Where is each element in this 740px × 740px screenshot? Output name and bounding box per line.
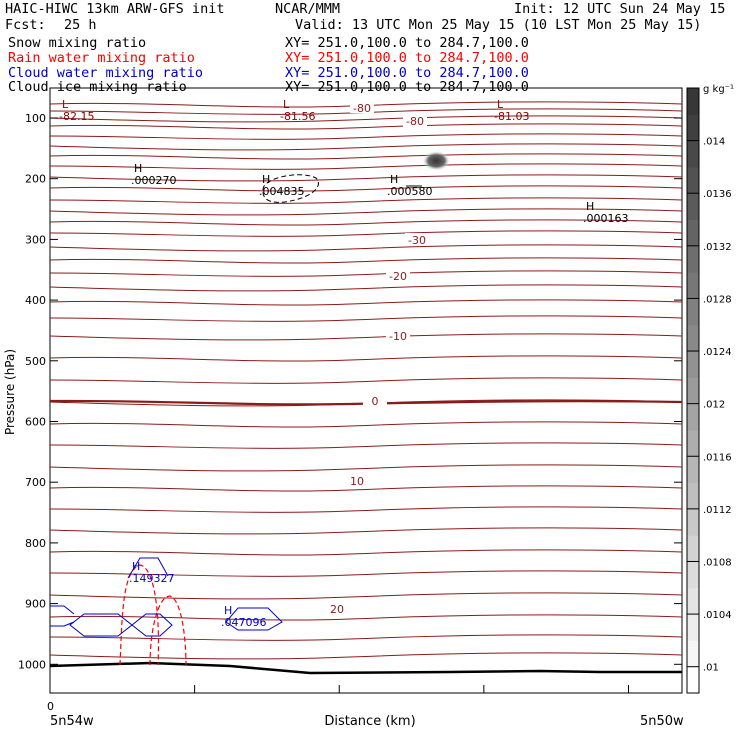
- colorbar-tick-label: .0112: [703, 504, 732, 516]
- colorbar-cell: [687, 272, 699, 299]
- y-tick-label: 100: [25, 112, 46, 125]
- temperature-contour-line: [50, 334, 682, 340]
- y-tick-label: 400: [25, 294, 46, 308]
- temperature-contour-line: [50, 144, 682, 150]
- temperature-contour-line: [50, 593, 682, 599]
- extremum-letter: L: [283, 98, 290, 111]
- temperature-contour-line: [50, 443, 682, 449]
- field-cloudwater-name: Cloud water mixing ratio: [8, 65, 204, 81]
- org-label: NCAR/MMM: [275, 1, 341, 17]
- temperature-contour-line: [50, 486, 682, 491]
- field-cloudwater-xy: XY= 251.0,100.0 to 284.7,100.0: [285, 65, 529, 81]
- colorbar-tick-label: .0104: [703, 610, 732, 622]
- contour-label: 20: [330, 603, 344, 616]
- extremum-value: .000580: [387, 185, 433, 198]
- y-axis-label: Pressure (hPa): [3, 348, 17, 436]
- temperature-contour-line: [50, 231, 682, 237]
- x-tick-zero: 0: [47, 700, 54, 713]
- temperature-contour-line: [50, 422, 682, 427]
- colorbar-cell: [687, 535, 699, 562]
- extremum-value: .047096: [221, 616, 267, 629]
- y-tick-label: 500: [25, 354, 46, 368]
- temperature-contour-line: [50, 134, 682, 140]
- colorbar-cell: [687, 561, 699, 588]
- temperature-contour-line: [50, 465, 682, 471]
- colorbar-tick-label: .0116: [703, 452, 732, 464]
- colorbar-cell: [687, 167, 699, 194]
- colorbar-cell: [687, 298, 699, 325]
- colorbar-tick-label: .0124: [703, 347, 732, 359]
- colorbar-tick-label: .0108: [703, 557, 732, 569]
- colorbar-tick-label: .0136: [703, 189, 732, 201]
- temperature-contour-line: [50, 285, 682, 291]
- temperature-contour-line: [50, 124, 682, 129]
- temperature-contour-line: [50, 356, 682, 361]
- colorbar-cell: [687, 88, 699, 115]
- cloud-water-contour: [50, 606, 74, 626]
- temperature-contour-line: [50, 316, 682, 322]
- colorbar-cell: [687, 456, 699, 483]
- field-snow-name: Snow mixing ratio: [8, 35, 147, 51]
- colorbar-unit: g kg⁻¹: [703, 84, 734, 95]
- y-tick-label: 1000: [18, 658, 46, 672]
- extremum-letter: H: [134, 162, 143, 175]
- temperature-contour-line: [50, 116, 682, 122]
- colorbar-cell: [687, 377, 699, 404]
- colorbar-cell: [687, 667, 699, 694]
- temperature-contour-line: [50, 507, 682, 513]
- extremum-value: -82.15: [59, 110, 95, 123]
- colorbar-tick-label: .012: [703, 399, 726, 411]
- temperature-contour-line: [50, 164, 682, 170]
- contour-label: -30: [408, 234, 426, 247]
- x-axis-label: Distance (km): [324, 714, 416, 729]
- extremum-letter: H: [586, 200, 595, 213]
- extremum-letter: L: [497, 98, 504, 111]
- colorbar-cell: [687, 351, 699, 378]
- field-cloudice-name: Cloud ice mixing ratio: [8, 79, 187, 95]
- extremum-value: .000163: [583, 212, 629, 225]
- contour-label: -10: [389, 330, 407, 343]
- colorbar-cell: [687, 640, 699, 667]
- snow-maximum-shading: [422, 151, 450, 171]
- contour-label: 0: [371, 395, 379, 408]
- colorbar-cell: [687, 141, 699, 168]
- x-start-label: 5n54w: [50, 714, 94, 729]
- extremum-letter: H: [224, 604, 233, 617]
- colorbar-cell: [687, 588, 699, 615]
- colorbar-cell: [687, 220, 699, 247]
- colorbar-cell: [687, 509, 699, 536]
- colorbar-tick-label: .0132: [703, 241, 732, 253]
- valid-time: Valid: 13 UTC Mon 25 May 15 (10 LST Mon 25 May 15): [295, 17, 702, 33]
- cloud-water-contour: [70, 614, 132, 636]
- rain-contour: [150, 596, 186, 665]
- y-tick-label: 200: [25, 172, 46, 186]
- temperature-contour-line: [50, 300, 682, 305]
- field-rain-name: Rain water mixing ratio: [8, 50, 195, 66]
- field-cloudice-xy: XY= 251.0,100.0 to 284.7,100.0: [285, 79, 529, 95]
- temperature-contour-line: [50, 245, 682, 251]
- colorbar-tick-label: .0128: [703, 294, 732, 306]
- contour-label: -80: [406, 115, 424, 128]
- extremum-value: -81.56: [280, 110, 316, 123]
- temperature-contour-line: [50, 154, 682, 159]
- ground-surface-line: [50, 663, 682, 673]
- forecast-hours: 25 h: [64, 17, 97, 33]
- field-snow-xy: XY= 251.0,100.0 to 284.7,100.0: [285, 35, 529, 51]
- colorbar-cell: [687, 483, 699, 510]
- temperature-contour-line: [50, 378, 682, 384]
- y-tick-label: 700: [25, 476, 46, 490]
- forecast-label: Fcst:: [5, 17, 46, 33]
- contour-label: -20: [389, 270, 407, 283]
- temperature-contour-line: [50, 528, 682, 534]
- temperature-contour-line: [50, 258, 682, 263]
- y-tick-label: 900: [25, 597, 46, 611]
- init-time: Init: 12 UTC Sun 24 May 15: [514, 1, 726, 17]
- extremum-letter: L: [62, 98, 69, 111]
- colorbar-cell: [687, 430, 699, 457]
- colorbar-cell: [687, 614, 699, 641]
- contour-label: -80: [353, 102, 371, 115]
- y-tick-label: 300: [25, 233, 46, 247]
- contour-label: 10: [350, 475, 364, 488]
- colorbar-cell: [687, 246, 699, 273]
- extremum-letter: H: [262, 173, 271, 186]
- x-end-label: 5n50w: [640, 714, 684, 729]
- extremum-value: .004835: [259, 185, 305, 198]
- extremum-letter: H: [132, 560, 141, 573]
- y-tick-label: 800: [25, 536, 46, 550]
- colorbar-tick-label: .014: [703, 136, 726, 148]
- colorbar-tick-label: .01: [703, 662, 719, 674]
- temperature-contour-line: [50, 615, 682, 620]
- temperature-contour-line: [50, 653, 682, 659]
- colorbar-cell: [687, 193, 699, 220]
- extremum-letter: H: [390, 173, 399, 186]
- extremum-value: -81.03: [494, 110, 530, 123]
- temperature-contour-line: [50, 271, 682, 277]
- colorbar-cell: [687, 325, 699, 352]
- colorbar-cell: [687, 404, 699, 431]
- model-title: HAIC-HIWC 13km ARW-GFS init: [5, 1, 225, 17]
- y-tick-label: 600: [25, 415, 46, 429]
- colorbar-cell: [687, 114, 699, 141]
- extremum-value: .000270: [131, 174, 177, 187]
- temperature-contour-line: [50, 550, 682, 555]
- field-rain-xy: XY= 251.0,100.0 to 284.7,100.0: [285, 50, 529, 66]
- extremum-value: .149327: [129, 572, 175, 585]
